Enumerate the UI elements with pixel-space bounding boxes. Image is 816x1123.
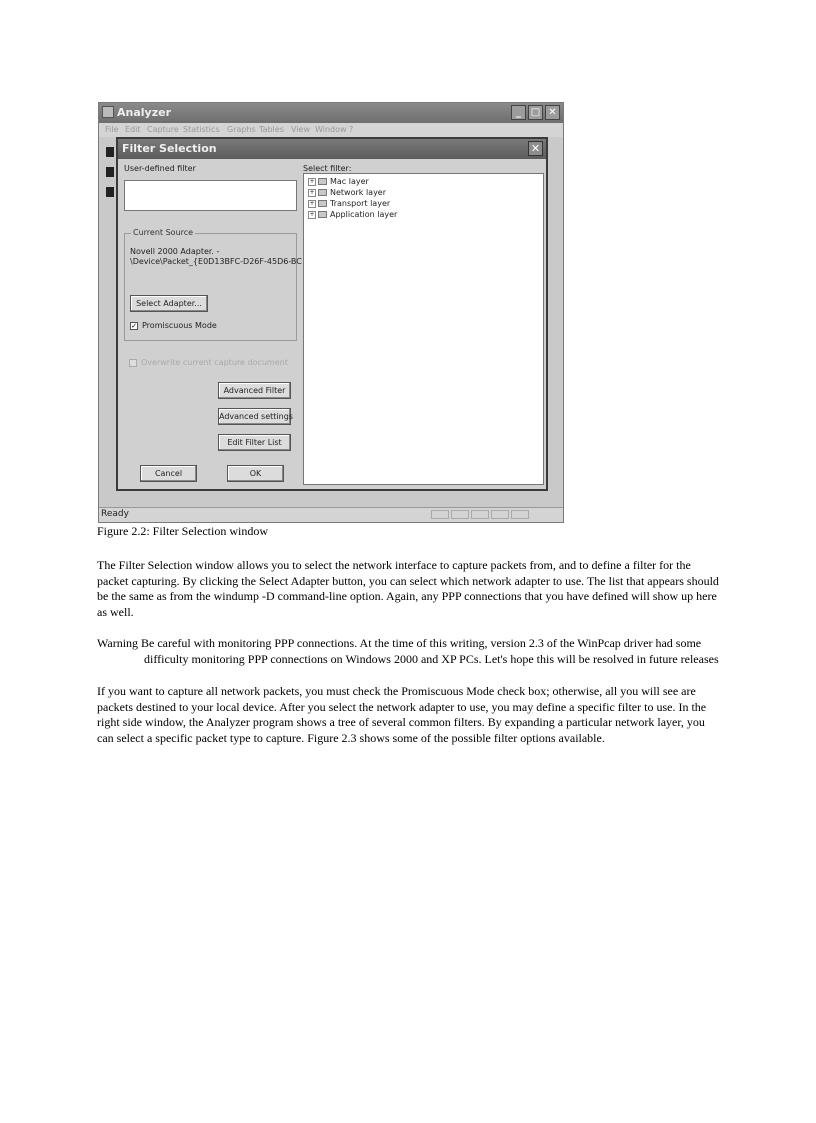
status-cell [451,510,469,519]
status-cell [511,510,529,519]
warning-note [97,636,737,667]
app-menubar [99,123,563,137]
menu-file[interactable]: File [105,125,119,134]
app-icon [102,106,114,118]
status-text: Ready [101,509,129,519]
user-filter-label: User-defined filter [124,164,196,173]
advanced-settings-button[interactable]: Advanced settings [218,408,291,425]
select-adapter-button[interactable]: Select Adapter... [130,295,208,312]
expand-icon[interactable]: + [309,177,315,185]
folder-icon [318,189,327,196]
menu-edit[interactable]: Edit [125,125,141,134]
cancel-button[interactable]: Cancel [140,465,197,482]
dialog-titlebar [118,139,546,159]
app-titlebar [99,103,563,123]
expand-icon[interactable]: + [309,210,315,218]
select-filter-label: Select filter: [303,164,352,173]
promiscuous-label: Promiscuous Mode [142,321,217,330]
minimize-button[interactable]: _ [511,105,526,120]
status-cell [431,510,449,519]
paragraph-promiscuous-mode: If you want to capture all network packets, you must check the Promiscuous Mode check box; otherwise, all you will see are packets destined to your local device. After you select the network adapter to use, you may define a specific filter to use. In the right side window, the Analyzer program shows a tree of several common filters. By expanding a particular network layer, you can select a specific packet type to capture. Figure 2.3 shows some of the possible filter options available. [97,684,707,745]
close-window-button[interactable]: ✕ [545,105,560,120]
status-cell [491,510,509,519]
overwrite-label: Overwrite current capture document [141,358,288,367]
folder-icon [318,200,327,207]
menu-view[interactable]: View [291,125,310,134]
ok-button[interactable]: OK [227,465,284,482]
menu-tables[interactable]: Tables [259,125,284,134]
promiscuous-checkbox[interactable]: ✓ [131,322,137,330]
current-source-group [124,228,302,341]
folder-icon [318,178,327,185]
expand-icon[interactable]: + [309,188,315,196]
menu-help[interactable]: ? [349,125,354,134]
toolbar-open-icon[interactable] [106,147,114,157]
edit-filter-list-button[interactable]: Edit Filter List [218,434,291,451]
maximize-button[interactable]: □ [528,105,543,120]
warning-line-1: Warning Be careful with monitoring PPP connections. At the time of this writing, version 2.3 of the WinPcap driver had some [97,636,702,650]
toolbar-save-icon[interactable] [106,167,114,177]
tree-item-network-layer[interactable]: + Network layer [309,188,387,197]
status-cell [471,510,489,519]
menu-window[interactable]: Window [315,125,347,134]
dialog-title: Filter Selection [122,142,217,155]
tree-item-mac-layer[interactable]: + Mac layer [309,177,369,186]
overwrite-checkbox[interactable] [129,359,137,367]
screenshot-figure [98,102,564,523]
warning-line-2: difficulty monitoring PPP connections on Windows 2000 and XP PCs. Let's hope this will be resolved in future releases [144,651,719,666]
menu-graphs[interactable]: Graphs [227,125,256,134]
folder-icon [318,211,327,218]
source-device-path: \Device\Packet_{E0D13BFC-D26F-45D6-BC [130,257,302,266]
app-statusbar [99,507,563,522]
paragraph-filter-selection: The Filter Selection window allows you to select the network interface to capture packets from, and to define a filter for the packet capturing. By clicking the Select Adapter button, you can select which network adapter to use. The list that appears should be the same as from the windump -D command-line option. Again, any PPP connections that you have defined will show up here as well. [97,558,719,619]
figure-caption: Figure 2.2: Filter Selection window [97,524,268,538]
expand-icon[interactable]: + [309,199,315,207]
dialog-close-button[interactable]: ✕ [528,141,543,156]
advanced-filter-button[interactable]: Advanced Filter [218,382,291,399]
tree-item-application-layer[interactable]: + Application layer [309,210,398,219]
toolbar-capture-icon[interactable] [106,187,114,197]
filter-tree[interactable] [303,173,544,485]
filter-selection-dialog [116,137,548,491]
tree-item-transport-layer[interactable]: + Transport layer [309,199,391,208]
menu-statistics[interactable]: Statistics [183,125,220,134]
source-adapter-name: Novell 2000 Adapter. - [130,247,220,256]
user-filter-input[interactable] [124,180,297,211]
current-source-caption: Current Source [133,228,194,237]
menu-capture[interactable]: Capture [147,125,179,134]
app-title: Analyzer [117,106,171,119]
